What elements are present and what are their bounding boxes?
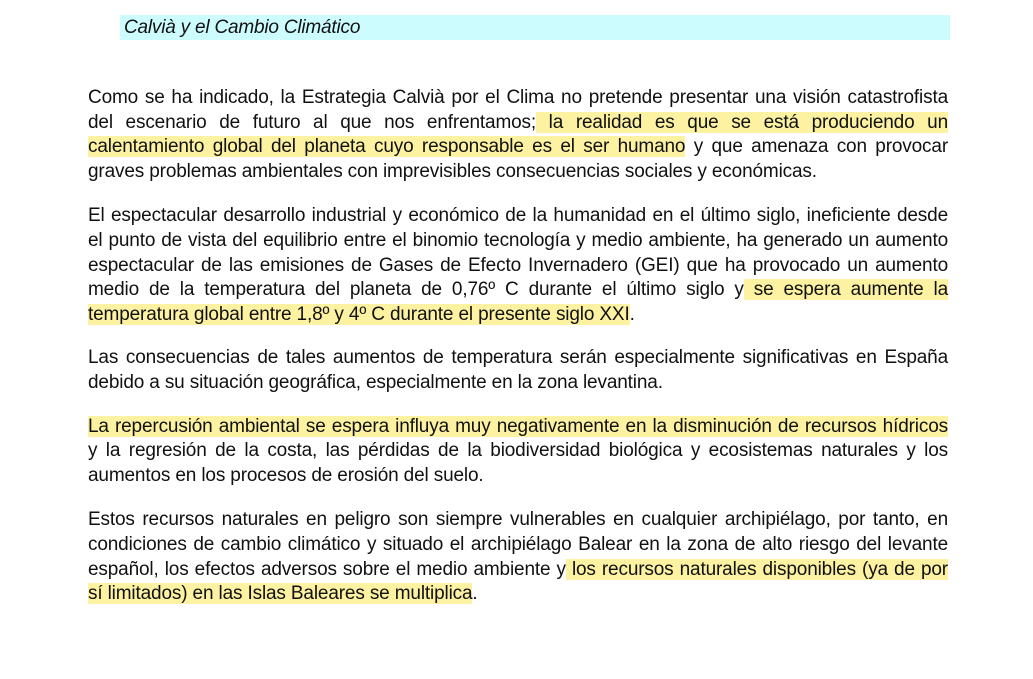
text-segment: y la regresión de la costa, las pérdidas de la biodiversidad biológica y ecosistemas naturales y los aumentos en los procesos de erosión del suelo. <box>88 440 948 486</box>
highlighted-text: se espera aumente la temperatura global entre 1,8º y 4º C durante el presente siglo XXI <box>88 279 949 325</box>
text-segment: . <box>472 583 478 605</box>
paragraph-4 <box>88 415 948 489</box>
document-body <box>88 86 948 626</box>
paragraph-2 <box>88 204 948 327</box>
document-title: Calvià y el Cambio Climático <box>124 17 361 38</box>
highlighted-text: la realidad es que se está produciendo un calentamiento global del planeta cuyo responsable es el ser humano <box>88 111 948 158</box>
text-segment: . <box>629 303 635 325</box>
highlighted-text: los recursos naturales disponibles (ya de por sí limitados) en las Islas Baleares se multiplica <box>88 558 948 605</box>
text-segment: Las consecuencias de tales aumentos de temperatura serán especialmente significativas en España debido a su situación geográfica, especialmente en la zona levantina. <box>88 347 948 393</box>
paragraph-1 <box>88 86 948 184</box>
text-segment: Estos recursos naturales en peligro son siempre vulnerables en cualquier archipiélago, por tanto, en condiciones de cambio climático y situado el archipiélago Balear en la zona de alto riesgo del levante español, los efectos adversos sobre el medio ambiente y <box>88 509 948 580</box>
text-segment: El espectacular desarrollo industrial y económico de la humanidad en el último siglo, ineficiente desde el punto de vista del equilibrio entre el binomio tecnología y medio ambiente, ha generado un aumento espectacular de las emisiones de Gases de Efecto Invernadero (GEI) que ha provocado un aumento medio de la temperatura del planeta de 0,76º C durante el último siglo y <box>88 205 948 301</box>
document-header-bar <box>120 15 950 40</box>
text-segment: y que amenaza con provocar graves problemas ambientales con imprevisibles consecuencias sociales y económicas. <box>88 136 948 182</box>
highlighted-text: La repercusión ambiental se espera influya muy negativamente en la disminución de recursos hídricos <box>88 415 948 437</box>
paragraph-5 <box>88 508 948 606</box>
text-segment: Como se ha indicado, la Estrategia Calvià por el Clima no pretende presentar una visión catastrofista del escenario de futuro al que nos enfrentamos; <box>88 87 948 133</box>
paragraph-3 <box>88 346 948 395</box>
